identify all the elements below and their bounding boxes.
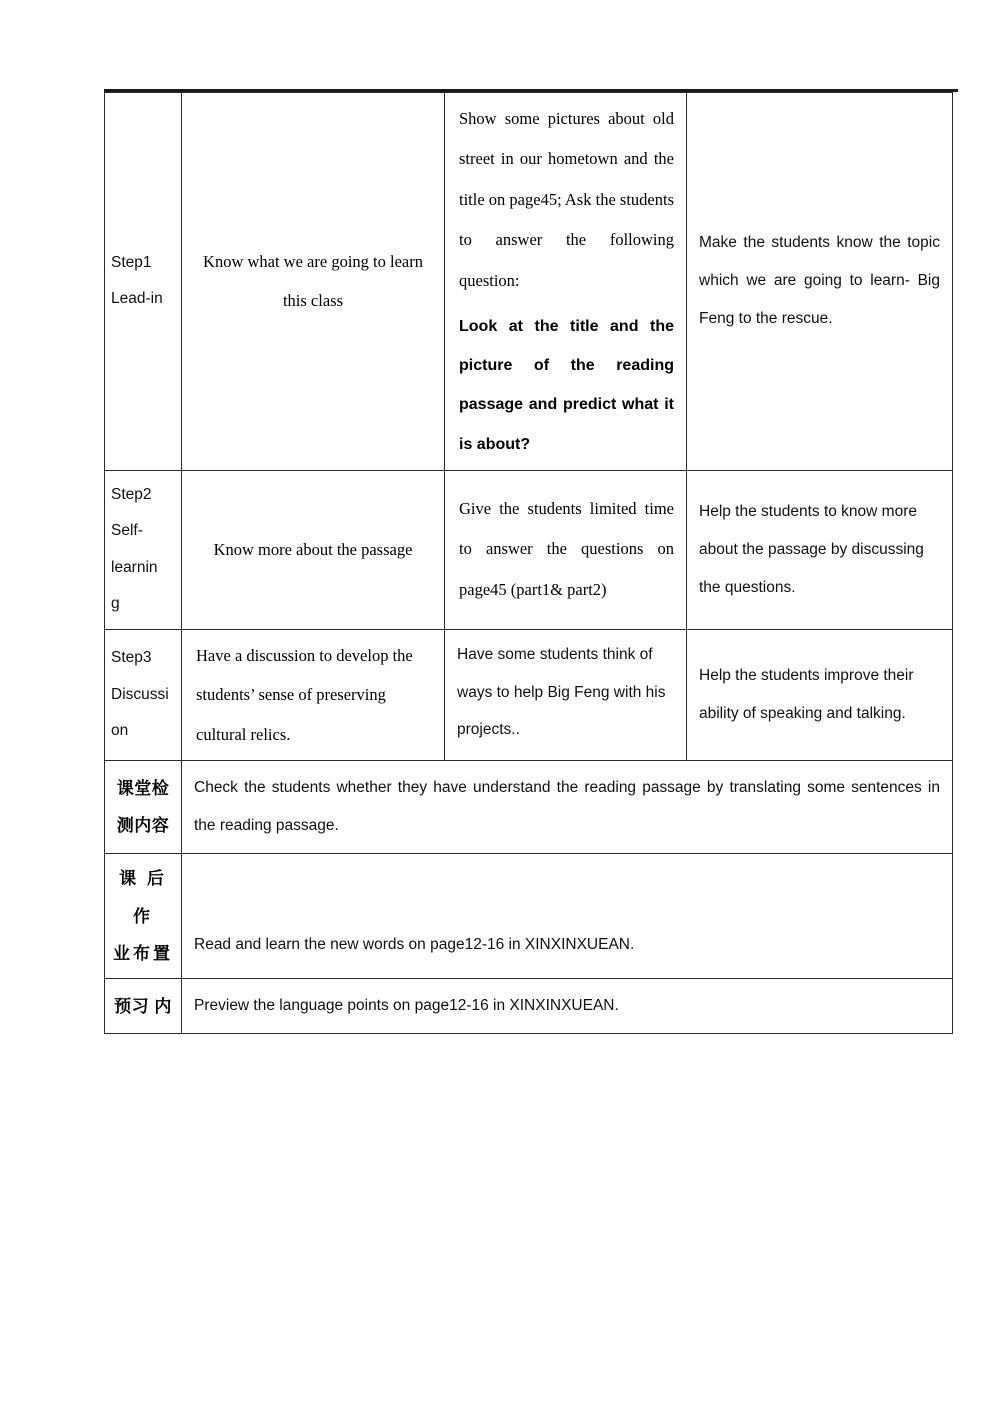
step2-label-cell — [105, 470, 182, 629]
step3-objective: Have a discussion to develop the students’ sense of preserving cultural relics. — [196, 645, 413, 744]
homework-label-cell — [105, 854, 182, 979]
step3-label — [105, 634, 181, 755]
step2-label-line1: Step2 — [111, 485, 152, 503]
step1-label — [105, 239, 181, 324]
homework-content: Read and learn the new words on page12-16 in XINXINXUEAN. — [194, 936, 635, 954]
step1-activity-plain: Show some pictures about old street in our hometown and the title on page45; Ask the students to answer the following question: — [459, 109, 674, 290]
step1-label-line1: Step1 — [111, 254, 152, 271]
step2-label-line4: g — [111, 595, 120, 613]
step3-label-cell — [105, 629, 182, 761]
step1-purpose: Make the students know the topic which we are going to learn- Big Feng to the rescue. — [699, 234, 940, 328]
preview-content-cell — [182, 979, 953, 1034]
homework-content-cell — [182, 854, 953, 979]
preview-label — [105, 982, 181, 1031]
step3-activity-cell — [445, 629, 687, 761]
table-row — [105, 854, 953, 979]
homework-label-line1: 课 后 作 — [119, 869, 167, 926]
class-check-content: Check the students whether they have understand the reading passage by translating some sentences in the reading passage. — [194, 779, 940, 835]
homework-label — [105, 854, 181, 978]
step2-label-line3: learnin — [111, 558, 158, 576]
class-check-label-line2: 测内容 — [116, 816, 170, 836]
step2-purpose: Help the students to know more about the passage by discussing the questions. — [699, 502, 924, 596]
class-check-label — [105, 764, 181, 851]
table-row — [105, 761, 953, 854]
table-row — [105, 629, 953, 761]
step3-label-line3: on — [111, 722, 129, 740]
class-check-label-line1: 课堂检 — [116, 778, 170, 798]
class-check-content-cell — [182, 761, 953, 854]
step2-activity: Give the students limited time to answer the questions on page45 (part1& part2) — [459, 499, 674, 599]
step1-activity-bold: Look at the title and the picture of the reading passage and predict what it is about? — [459, 318, 674, 453]
step2-label — [105, 471, 181, 629]
step3-label-line2: Discussi — [111, 685, 169, 703]
table-row — [105, 979, 953, 1034]
step1-objective-cell — [182, 93, 445, 471]
step2-objective: Know more about the passage — [213, 539, 413, 559]
preview-label-line1: 预习 内 — [114, 996, 172, 1016]
step3-label-line1: Step3 — [111, 649, 152, 667]
step1-activity-cell — [445, 93, 687, 471]
homework-label-line2: 业布置 — [113, 944, 173, 964]
step1-label-line2: Lead-in — [111, 290, 163, 308]
lesson-plan-table — [104, 92, 953, 1034]
class-check-label-cell — [105, 761, 182, 854]
step3-purpose: Help the students improve their ability of speaking and talking. — [699, 666, 914, 722]
step1-purpose-cell — [687, 93, 953, 471]
step2-label-line2: Self- — [111, 522, 143, 540]
table-row — [105, 93, 953, 471]
step2-activity-cell — [445, 470, 687, 629]
preview-label-cell — [105, 979, 182, 1034]
table-row — [105, 470, 953, 629]
step3-objective-cell — [182, 629, 445, 761]
step2-objective-cell — [182, 470, 445, 629]
step3-activity: Have some students think of ways to help Big Feng with his projects.. — [457, 645, 666, 739]
step3-purpose-cell — [687, 629, 953, 761]
step2-purpose-cell — [687, 470, 953, 629]
preview-content: Preview the language points on page12-16 in XINXINXUEAN. — [194, 997, 619, 1015]
step1-objective: Know what we are going to learn this class — [203, 251, 423, 311]
step1-label-cell — [105, 93, 182, 471]
